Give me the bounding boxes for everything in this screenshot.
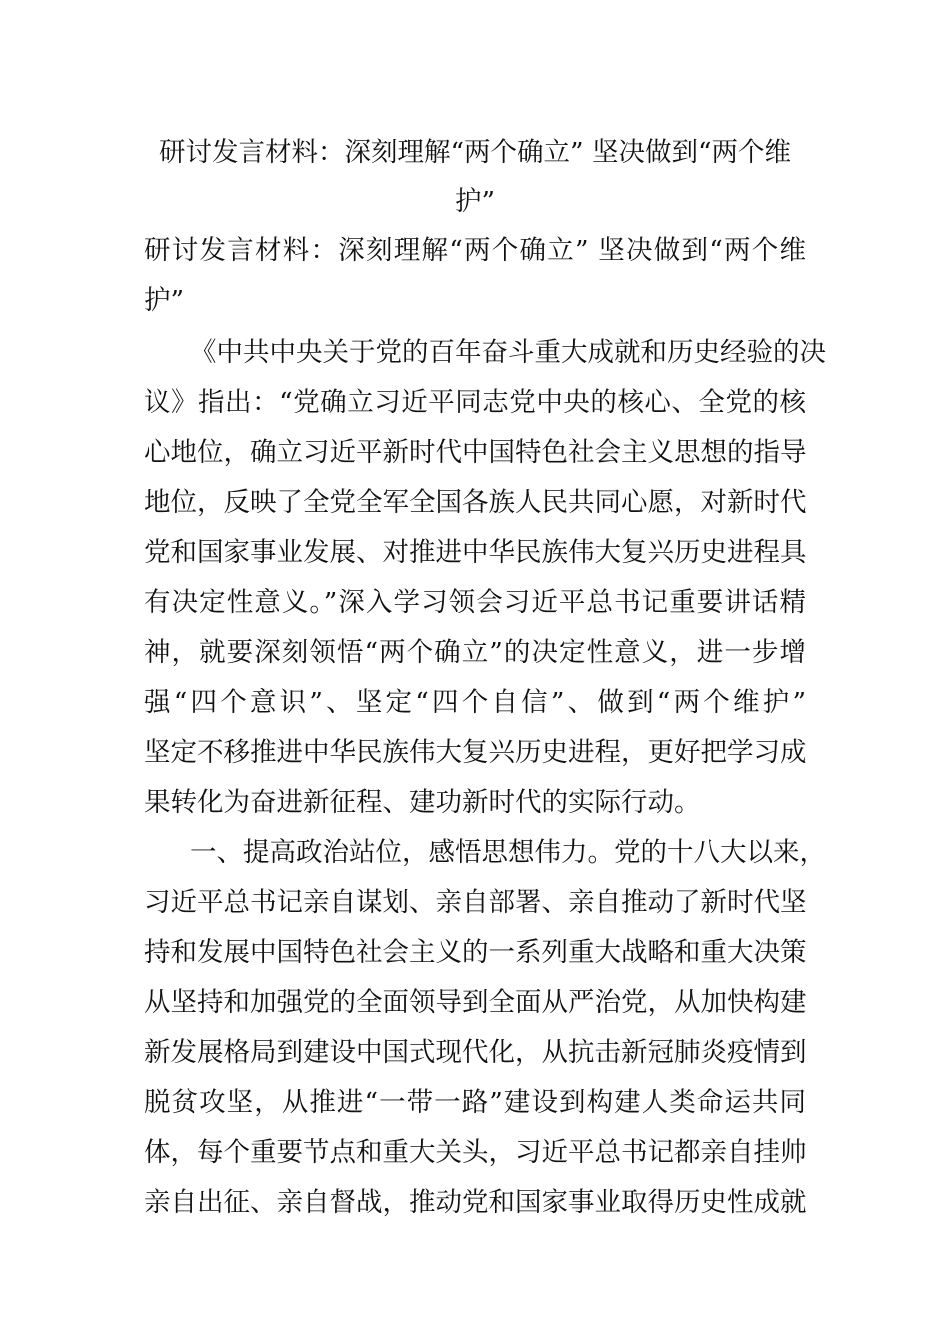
- body-line: 地位，反映了全党全军全国各族人民共同心愿，对新时代: [144, 487, 807, 518]
- body-line: 护”: [144, 285, 185, 316]
- body-line: 一、提高政治站位，感悟思想伟力。党的十八大以来，: [190, 837, 826, 868]
- body-line: 新发展格局到建设中国式现代化，从抗击新冠肺炎疫情到: [144, 1037, 807, 1068]
- body-line: 神，就要深刻领悟“两个确立”的决定性意义，进一步增: [144, 637, 806, 668]
- body-line: 研讨发言材料：深刻理解“两个确立” 坚决做到“两个维: [144, 235, 806, 266]
- body-line: 脱贫攻坚，从推进“一带一路”建设到构建人类命运共同: [144, 1087, 806, 1118]
- document-title-line-2: 护”: [454, 186, 496, 217]
- document-title-line-1: 研讨发言材料：深刻理解“两个确立” 坚决做到“两个维: [158, 137, 792, 168]
- body-line: 议》指出：“党确立习近平同志党中央的核心、全党的核: [144, 387, 806, 418]
- body-line: 亲自出征、亲自督战，推动党和国家事业取得历史性成就: [144, 1187, 807, 1218]
- body-line: 习近平总书记亲自谋划、亲自部署、亲自推动了新时代坚: [144, 887, 807, 918]
- body-line: 从坚持和加强党的全面领导到全面从严治党，从加快构建: [144, 987, 807, 1018]
- body-line: 有决定性意义。”深入学习领会习近平总书记重要讲话精: [144, 587, 806, 618]
- body-line: 体，每个重要节点和重大关头，习近平总书记都亲自挂帅: [144, 1137, 807, 1168]
- body-line: 果转化为奋进新征程、建功新时代的实际行动。: [144, 787, 701, 818]
- body-line: 坚定不移推进中华民族伟大复兴历史进程，更好把学习成: [144, 737, 807, 768]
- body-line: 强“四个意识”、坚定“四个自信”、做到“两个维护”: [144, 687, 806, 718]
- body-line: 《中共中央关于党的百年奋斗重大成就和历史经验的决: [190, 337, 826, 368]
- body-line: 心地位，确立习近平新时代中国特色社会主义思想的指导: [144, 437, 807, 468]
- body-line: 党和国家事业发展、对推进中华民族伟大复兴历史进程具: [144, 537, 807, 568]
- body-line: 持和发展中国特色社会主义的一系列重大战略和重大决策: [144, 937, 807, 968]
